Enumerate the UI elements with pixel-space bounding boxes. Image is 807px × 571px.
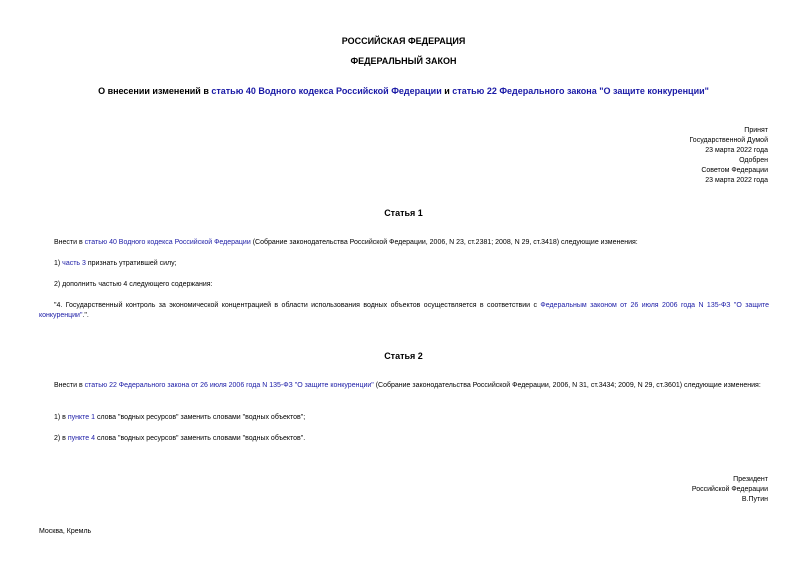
link-federal-law-135[interactable]: Федеральным законом от 26 июля 2006 года N 135-ФЗ "О защите конкуренции" <box>39 302 770 319</box>
text-span: 1) в <box>54 414 68 421</box>
title-mid: и <box>441 86 453 96</box>
text-span: Внести в <box>54 382 85 389</box>
signature-block <box>568 475 768 505</box>
link-clause-4[interactable]: пункте 4 <box>67 435 95 442</box>
text-span: "4. Государственный контроль за экономической концентрацией в области использования водных объектов осуществляется в соответствии с <box>54 302 541 309</box>
article-1-item-1 <box>54 259 177 269</box>
article-2-item-1 <box>54 413 305 423</box>
place-of-signing: Москва, Кремль <box>39 528 92 535</box>
article-1-heading: Статья 1 <box>384 208 423 218</box>
signature-name: В.Путин <box>741 496 768 503</box>
article-1-intro <box>54 238 774 248</box>
article-2-item-2 <box>54 434 305 444</box>
title-prefix: О внесении изменений в <box>98 86 212 96</box>
signature-title: Российской Федерации <box>691 486 768 493</box>
text-span: 2) в <box>54 435 68 442</box>
text-span: Внести в <box>54 239 85 246</box>
document-title <box>0 86 807 96</box>
text-span: слова "водных ресурсов" заменить словами "водных объектов". <box>95 435 306 442</box>
approval-line: Одобрен <box>739 157 768 164</box>
article-1-quote <box>39 301 769 321</box>
approval-line: 23 марта 2022 года <box>705 177 768 184</box>
text-span: (Собрание законодательства Российской Федерации, 2006, N 31, ст.3434; 2009, N 29, ст.3601) следующие изменения: <box>373 382 761 389</box>
document-type-heading: ФЕДЕРАЛЬНЫЙ ЗАКОН <box>350 56 457 66</box>
text-span: признать утратившей силу; <box>85 260 177 267</box>
link-part-3[interactable]: часть 3 <box>62 260 86 267</box>
adoption-line: 23 марта 2022 года <box>705 147 768 154</box>
adoption-line: Государственной Думой <box>689 137 768 144</box>
text-span: .". <box>82 312 89 319</box>
text-span: (Собрание законодательства Российской Федерации, 2006, N 23, ст.2381; 2008, N 29, ст.3418) следующие изменения: <box>250 239 638 246</box>
signature-title: Президент <box>733 476 768 483</box>
adoption-line: Принят <box>744 127 768 134</box>
text-span: слова "водных ресурсов" заменить словами "водных объектов"; <box>95 414 306 421</box>
link-competition-law-article-22[interactable]: статью 22 Федерального закона от 26 июля 2006 года N 135-ФЗ "О защите конкуренции" <box>84 382 374 389</box>
text-span: 1) <box>54 260 63 267</box>
article-2-intro <box>39 381 769 391</box>
title-link-competition-law[interactable]: статью 22 Федерального закона "О защите конкуренции" <box>452 86 709 96</box>
article-1-item-2: 2) дополнить частью 4 следующего содержания: <box>54 281 213 288</box>
article-2-heading: Статья 2 <box>384 351 423 361</box>
approval-line: Советом Федерации <box>701 167 768 174</box>
country-heading: РОССИЙСКАЯ ФЕДЕРАЦИЯ <box>341 36 466 46</box>
title-link-water-code[interactable]: статью 40 Водного кодекса Российской Федерации <box>211 86 442 96</box>
link-clause-1[interactable]: пункте 1 <box>67 414 95 421</box>
adoption-block <box>568 126 768 186</box>
link-water-code-article-40[interactable]: статью 40 Водного кодекса Российской Федерации <box>84 239 251 246</box>
